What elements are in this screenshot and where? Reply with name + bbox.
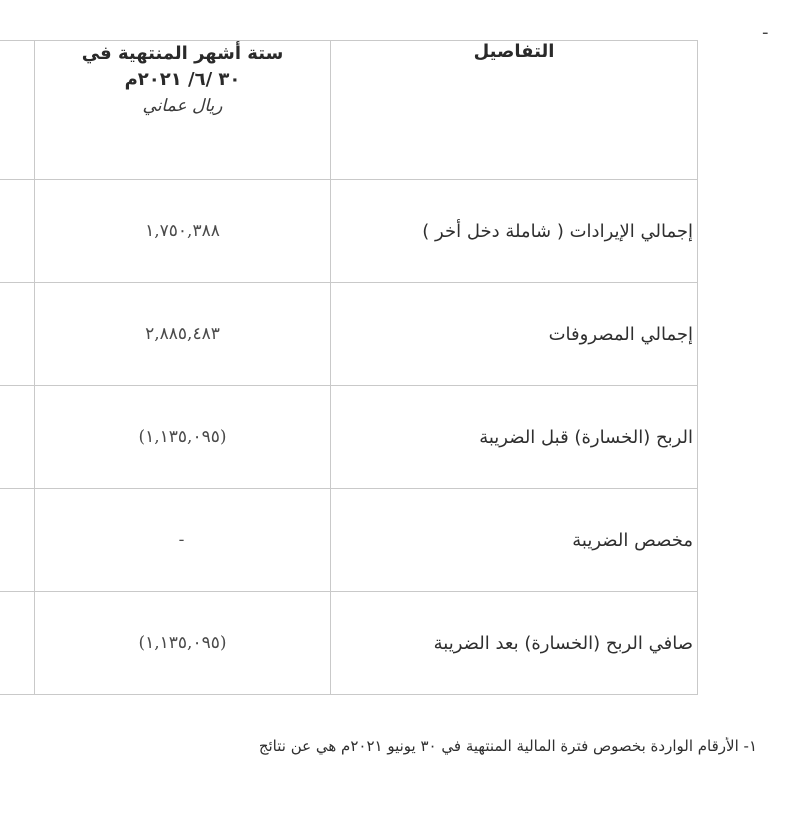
period-header-date: ٣٠ /٦/ ٢٠٢١م [124,69,241,90]
partial-column-cell [0,592,35,695]
row-label: إجمالي المصروفات [331,283,698,386]
financial-summary-table [0,40,698,695]
table-row [0,283,698,386]
partial-column-cell [0,41,35,180]
period-header-currency: ريال عماني [142,96,223,116]
row-value: ١,٧٥٠,٣٨٨ [35,180,331,283]
corner-dash-mark: - [762,22,769,43]
partial-column-cell [0,180,35,283]
table-header-row [0,41,698,180]
row-value: - [35,489,331,592]
row-value: (١,١٣٥,٠٩٥) [35,386,331,489]
period-header-title: ستة أشهر المنتهية في [81,43,284,64]
period-column-header [35,41,331,180]
table-row [0,180,698,283]
row-label: مخصص الضريبة [331,489,698,592]
row-value: ٢,٨٨٥,٤٨٣ [35,283,331,386]
table-row [0,592,698,695]
partial-column-cell [0,283,35,386]
partial-column-cell [0,386,35,489]
row-label: صافي الربح (الخسارة) بعد الضريبة [331,592,698,695]
details-column-header: التفاصيل [331,41,698,180]
row-label: الربح (الخسارة) قبل الضريبة [331,386,698,489]
partial-column-cell [0,489,35,592]
table-row [0,489,698,592]
row-label: إجمالي الإيرادات ( شاملة دخل أخر ) [331,180,698,283]
footnote-text: ١- الأرقام الواردة بخصوص فترة المالية المنتهية في ٣٠ يونيو ٢٠٢١م هي عن نتائج [258,737,757,755]
row-value: (١,١٣٥,٠٩٥) [35,592,331,695]
table-row [0,386,698,489]
